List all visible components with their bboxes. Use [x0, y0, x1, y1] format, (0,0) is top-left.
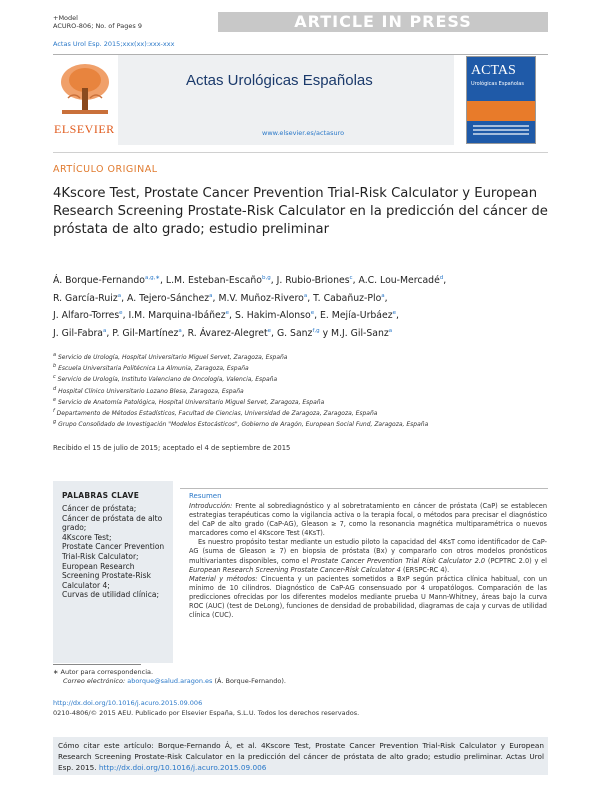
author-name: J. Gil-Fabra [53, 327, 103, 339]
author-affiliation-marker[interactable]: a [103, 327, 107, 334]
article-type: ARTÍCULO ORIGINAL [53, 164, 158, 175]
author-name: M.V. Muñoz-Rivero [218, 292, 304, 304]
copyright: 0210-4806/© 2015 AEU. Publicado por Elsevier España, S.L.U. Todos los derechos reservados. [53, 708, 360, 717]
keyword-list [62, 504, 170, 600]
author-name: T. Cabañuz-Plo [313, 292, 382, 304]
affiliation-item: $^c$ Servicio de Urología, Instituto Valenciano de Oncología, Valencia, España [53, 374, 278, 384]
footnote-divider [53, 664, 141, 665]
cover-lines [473, 125, 529, 127]
author-affiliation-marker[interactable]: e [225, 310, 230, 317]
author-name: M.J. Gil-Sanz [331, 327, 389, 339]
author-affiliation-marker[interactable]: e [267, 327, 272, 334]
keyword-item: Cáncer de próstata; [62, 504, 137, 513]
keyword-item: 4Kscore Test; [62, 532, 112, 542]
article-title: 4Kscore Test, Prostate Cancer Prevention Trial-Risk Calculator y European Research Screening Prostate-Risk Calculator en la predicción del cáncer de próstata de alto grado; estudio preliminar [53, 186, 548, 237]
received-date: Recibido el 15 de julio de 2015; aceptado el 4 de septiembre de 2015 [53, 444, 291, 452]
author-list: Á. Borque-Fernando$^{a,g,∗}$, L.M. Esteban-Escaño$^{b,g}$, J. Rubio-Briones$^c$, A.C. Lou-Mercadé$^d$, R. García-Ruiz$^a$, A. Tejero-Sánchez$^a$, M.V. Muñoz-Rivero$^a$, T. Cabañuz-Plo$^a$, J. Alfaro-Torres$^e$, I.M. Marquina-Ibáñez$^e$, S. Hakim-Alonso$^e$, E. Mejía-Urbáez$^e$, J. Gil-Fabra$^a$, P. Gil-Martínez$^a$, R. Ávarez-Alegret$^e$, G. Sanz$^{f,g}$ y M.J. Gil-Sanz$^a$ [53, 275, 447, 339]
author-name: G. Sanz [276, 327, 313, 339]
affiliation-item: $^g$ Grupo Consolidado de Investigación "Modelos Estocásticos", Gobierno de Aragón, European Social Fund, Zaragoza, España [53, 419, 429, 429]
journal-title: Actas Urológicas Españolas [186, 72, 373, 89]
abstract-body [189, 502, 547, 620]
affiliation-item: $^e$ Servicio de Anatomía Patológica, Hospital Universitario Miguel Servet, Zaragoza, España [53, 396, 325, 406]
author-name: R. Ávarez-Alegret [187, 327, 268, 339]
keywords-title: PALABRAS CLAVE [62, 491, 140, 500]
keyword-item: Prostate Cancer Prevention Trial-Risk Calculator; [62, 542, 165, 561]
author-name: L.M. Esteban-Escaño [165, 275, 262, 287]
elsevier-tree-icon [54, 58, 116, 118]
author-affiliation-marker[interactable]: a [388, 327, 393, 334]
keyword-item: European Research Screening Prostate-Risk Calculator 4; [62, 561, 151, 590]
author-affiliation-marker[interactable]: e [119, 310, 123, 317]
author-name: S. Hakim-Alonso [234, 310, 311, 322]
author-affiliation-marker[interactable]: b,g [262, 275, 271, 281]
author-affiliation-marker[interactable]: e [310, 310, 315, 317]
doi-block [53, 699, 359, 718]
author-name: A. Tejero-Sánchez [127, 292, 210, 304]
author-name: J. Alfaro-Torres [53, 310, 120, 322]
article-in-press-banner: ARTICLE IN PRESS [218, 12, 548, 32]
affiliation-item: $^b$ Escuela Universitaria Politécnica La Almunia, Zaragoza, España [53, 363, 249, 373]
publisher-logo-text: ELSEVIER [54, 122, 115, 136]
citation-doi-link[interactable]: http://dx.doi.org/10.1016/j.acuro.2015.09.006 [98, 762, 267, 772]
affiliation-list [53, 351, 548, 429]
author-affiliation-marker[interactable]: e [392, 310, 396, 317]
author-affiliation-marker[interactable]: a [381, 292, 385, 299]
author-affiliation-marker[interactable]: a [178, 327, 182, 334]
abstract-purpose: Es nuestro propósito testar mediante un estudio piloto la capacidad del 4KsT como identificador de CaP-AG (suma de Gleason ≥ 7) en biopsia de próstata (Bx) y compararlo con otros modelos pronósticos multivariantes disponibles, como el Prostate Cancer Prevention Trial Risk Calculator 2.0 (PCPTRC 2.0) y el European Research Screening Prostate Cancer-Risk Calculator 4 (ERSPC-RC 4). [189, 538, 547, 574]
author-affiliation-marker[interactable]: f,g [312, 327, 320, 334]
correspondence-footnote: ∗ Autor para correspondencia. Correo electrónico: aborque@salud.aragon.es (Á. Borque-Fernando). [53, 668, 286, 685]
author-name: R. García-Ruiz [53, 292, 118, 304]
manuscript-id: +Model ACURO-806; No. of Pages 9 [53, 14, 142, 30]
divider [53, 152, 548, 153]
abstract-divider [180, 488, 548, 489]
affiliation-item: $^f$ Departamento de Métodos Estadísticos, Facultad de Ciencias, Universidad de Zaragoza, Zaragoza, España [53, 408, 378, 418]
keyword-item: Cáncer de próstata de alto grado; [62, 513, 163, 533]
abstract-heading: Resumen [189, 492, 222, 500]
author-name: P. Gil-Martínez [112, 327, 179, 339]
affiliation-item: $^d$ Hospital Clínico Universitario Lozano Blesa, Zaragoza, España [53, 385, 244, 395]
email-link[interactable]: aborque@salud.aragon.es [127, 677, 213, 685]
journal-cover-image [466, 56, 536, 144]
author-affiliation-marker[interactable]: a [209, 292, 213, 299]
doi-link[interactable]: http://dx.doi.org/10.1016/j.acuro.2015.09.006 [53, 699, 203, 707]
author-name: J. Rubio-Briones [276, 275, 350, 287]
author-affiliation-marker[interactable]: a [303, 292, 308, 299]
journal-url-link[interactable]: www.elsevier.es/actasuro [262, 129, 345, 137]
author-affiliation-marker[interactable]: a [117, 292, 122, 299]
abstract-intro: Introducción: Frente al sobrediagnóstico y al sobretratamiento en cáncer de próstata (CaP) se establecen estrategias terapéuticas como la vigilancia activa o la terapia focal, o métodos para precisar el diagnóstico del CaP de alto grado (CaP-AG), Gleason ≥ 7, como la resonancia magnética multiparamétrica o nuevos marcadores como el 4Kscore Test (4KsT). [189, 502, 547, 538]
cover-band [467, 101, 535, 121]
cover-subtitle: Urológicas Españolas [471, 81, 524, 87]
author-affiliation-marker[interactable]: c [349, 275, 353, 281]
author-name: Á. Borque-Fernando [53, 275, 145, 287]
journal-reference[interactable]: Actas Urol Esp. 2015;xxx(xx):xxx-xxx [53, 40, 175, 48]
citation-text: Cómo citar este artículo: Borque-Fernando Á, et al. 4Kscore Test, Prostate Cancer Prevention Trial-Risk Calculator y European Research Screening Prostate-Risk Calculator en la predicción del cáncer de próstata de alto grado; estudio preliminar. Actas Urol Esp. 2015. http://dx.doi.org/10.1016/j.acuro.2015.09.006 [58, 741, 544, 772]
keyword-item: Curvas de utilidad clínica; [62, 590, 159, 600]
affiliation-item: $^a$ Servicio de Urología, Hospital Universitario Miguel Servet, Zaragoza, España [53, 352, 288, 361]
author-name: A.C. Lou-Mercadé [358, 275, 440, 287]
cover-title: ACTAS [471, 63, 516, 78]
author-affiliation-marker[interactable]: d [439, 275, 444, 281]
abstract-methods: Material y métodos: Cincuenta y un pacientes sometidos a BxP según práctica clínica habitual, con un mínimo de 10 cilindros. Diagnóstico de CaP-AG consensuado por 4 uropatólogos. Comparación de las predicciones ofrecidas por los diferentes modelos mediante prueba U Mann-Whitney, áreas bajo la curva ROC (AUC) (test de DeLong), funciones de densidad de probabilidad, diagramas de caja y curvas de utilidad clínica (CUC). [189, 574, 547, 620]
author-name: E. Mejía-Urbáez [320, 310, 393, 322]
author-name: I.M. Marquina-Ibáñez [128, 310, 226, 322]
author-affiliation-marker[interactable]: a,g,∗ [145, 275, 160, 281]
